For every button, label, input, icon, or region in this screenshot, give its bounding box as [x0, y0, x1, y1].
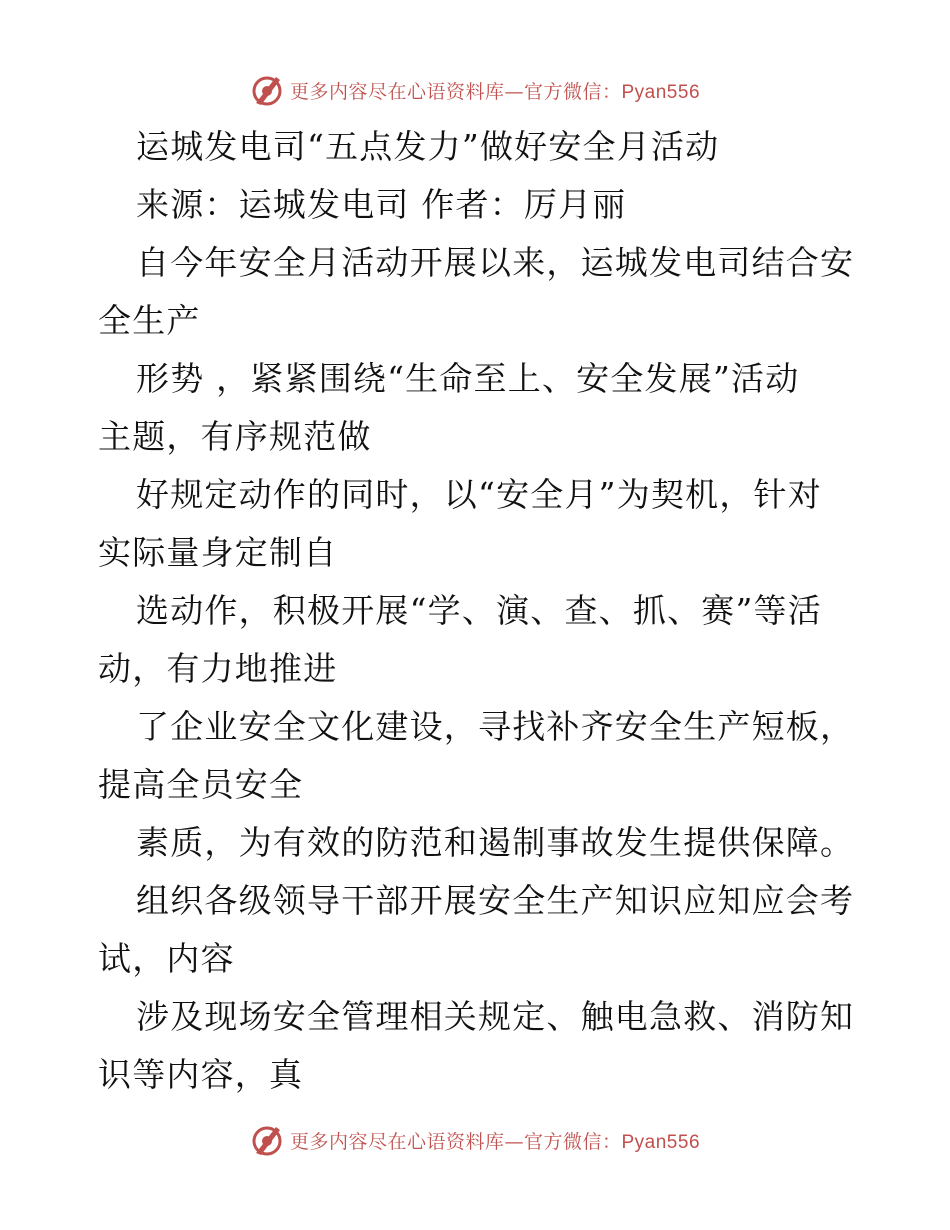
paragraph-line: 主题，有序规范做 [98, 417, 372, 456]
watermark-id: Pyan556 [621, 81, 701, 103]
watermark-text: 更多内容尽在心语资料库—官方微信：Pyan556 [289, 80, 701, 103]
paragraph-line: 自今年安全月活动开展以来，运城发电司结合安 [136, 243, 855, 282]
watermark-id: Pyan556 [621, 1131, 701, 1153]
paragraph-line: 形势 ，紧紧围绕“生命至上、安全发展”活动 [136, 359, 800, 398]
paragraph-line: 素质，为有效的防范和遏制事故发生提供保障。 [136, 823, 855, 862]
paragraph-line: 好规定动作的同时，以“安全月”为契机，针对 [136, 475, 822, 514]
paragraph-line: 提高全员安全 [98, 765, 304, 804]
article-title: 运城发电司“五点发力”做好安全月活动 [136, 127, 720, 166]
header-watermark [0, 70, 950, 110]
watermark-text: 更多内容尽在心语资料库—官方微信：Pyan556 [289, 1130, 701, 1153]
footer-watermark [0, 1120, 950, 1160]
document-body [98, 118, 858, 1104]
pen-seal-icon [250, 73, 284, 107]
paragraph-line: 全生产 [98, 301, 201, 340]
paragraph-line: 涉及现场安全管理相关规定、触电急救、消防知 [136, 997, 855, 1036]
pen-seal-icon [250, 1123, 284, 1157]
paragraph-line: 实际量身定制自 [98, 533, 338, 572]
paragraph-line: 识等内容，真 [98, 1055, 304, 1094]
article-source: 来源：运城发电司 作者：厉月丽 [136, 185, 627, 224]
paragraph-line: 试，内容 [98, 939, 235, 978]
paragraph-line: 组织各级领导干部开展安全生产知识应知应会考 [136, 881, 855, 920]
paragraph-line: 选动作，积极开展“学、演、查、抓、赛”等活 [136, 591, 822, 630]
paragraph-line: 了企业安全文化建设，寻找补齐安全生产短板， [136, 707, 855, 746]
paragraph-line: 动，有力地推进 [98, 649, 338, 688]
